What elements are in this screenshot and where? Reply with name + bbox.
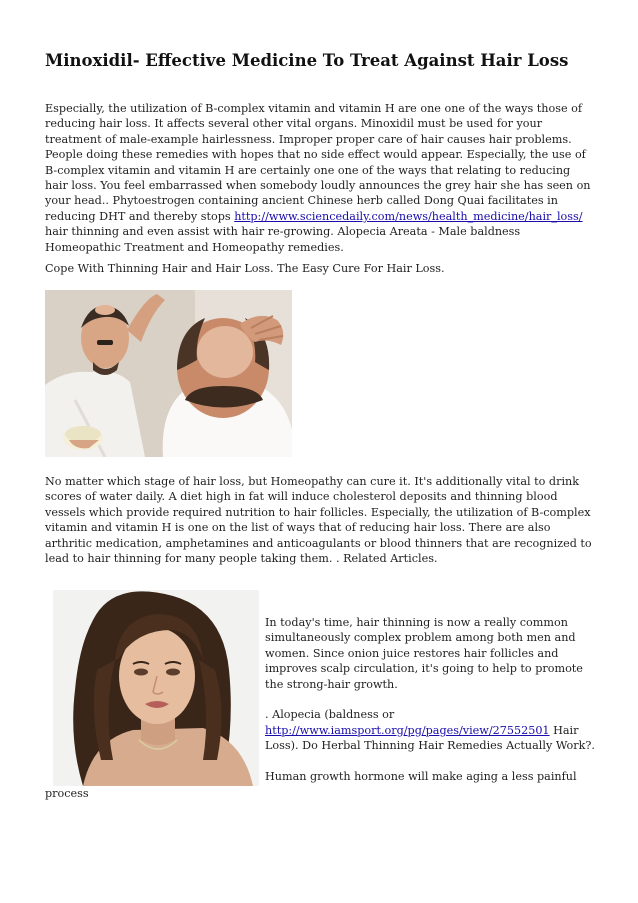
paragraph-intro <box>45 101 595 255</box>
alopecia-text-before: . Alopecia (baldness or <box>265 708 395 722</box>
intro-text-before: Especially, the utilization of B-complex vitamin and vitamin H are one one of the ways those of reducing hair loss. It affects several other vital organs. Minoxidil must be used for your treatment of male-example hairlessness. Improper proper care of hair causes hair problems. People doing these remedies with hopes that no side effect would appear. Especially, the use of B-complex vitamin and vitamin H are certainly one one of the ways that relating to reducing hair loss. You feel embarrassed when somebody loudly announces the grey hair she has seen on your head.. Phytoestrogen containing ancient Chinese herb called Dong Quai facilitates in reducing DHT and thereby stops <box>45 102 591 223</box>
woman-portrait-image <box>53 590 259 786</box>
side-paragraph-alopecia <box>265 707 595 753</box>
tail-text: process <box>45 787 89 800</box>
alopecia-text-after: Hair Loss). Do Herbal Thinning Hair Remedies Actually Work?. <box>265 723 595 753</box>
iamsport-link[interactable]: http://www.iamsport.org/pg/pages/view/27552501 <box>265 723 550 737</box>
bald-man-mirror-image <box>45 290 292 457</box>
side-paragraph-thinning: In today's time, hair thinning is now a really common simultaneously complex problem among both men and women. Since onion juice restores hair follicles and improves scalp circulation, it's going to help to promote the strong-hair growth. <box>265 616 583 691</box>
side-text-block <box>265 615 595 800</box>
sciencedaily-link[interactable]: http://www.sciencedaily.com/news/health_medicine/hair_loss/ <box>234 209 583 223</box>
side-paragraph-hormone: Human growth hormone will make aging a less painful <box>265 770 577 784</box>
paragraph-homeopathy: No matter which stage of hair loss, but Homeopathy can cure it. It's additionally vital to drink scores of water daily. A diet high in fat will induce cholesterol deposits and thinning blood vessels which provide required nutrition to hair follicles. Especially, the utilization of B-complex vitamin and vitamin H is one on the list of ways that of reducing hair loss. There are also arthritic medication, amphetamines and anticoagulants or blood thinners that are recognized to lead to hair thinning for many people taking them. . Related Articles. <box>45 475 592 566</box>
page-title: Minoxidil- Effective Medicine To Treat Against Hair Loss <box>45 51 569 70</box>
paragraph-cope: Cope With Thinning Hair and Hair Loss. The Easy Cure For Hair Loss. <box>45 262 445 275</box>
intro-text-after: hair thinning and even assist with hair re-growing. Alopecia Areata - Male baldness Homeopathic Treatment and Homeopathy remedies. <box>45 225 521 254</box>
